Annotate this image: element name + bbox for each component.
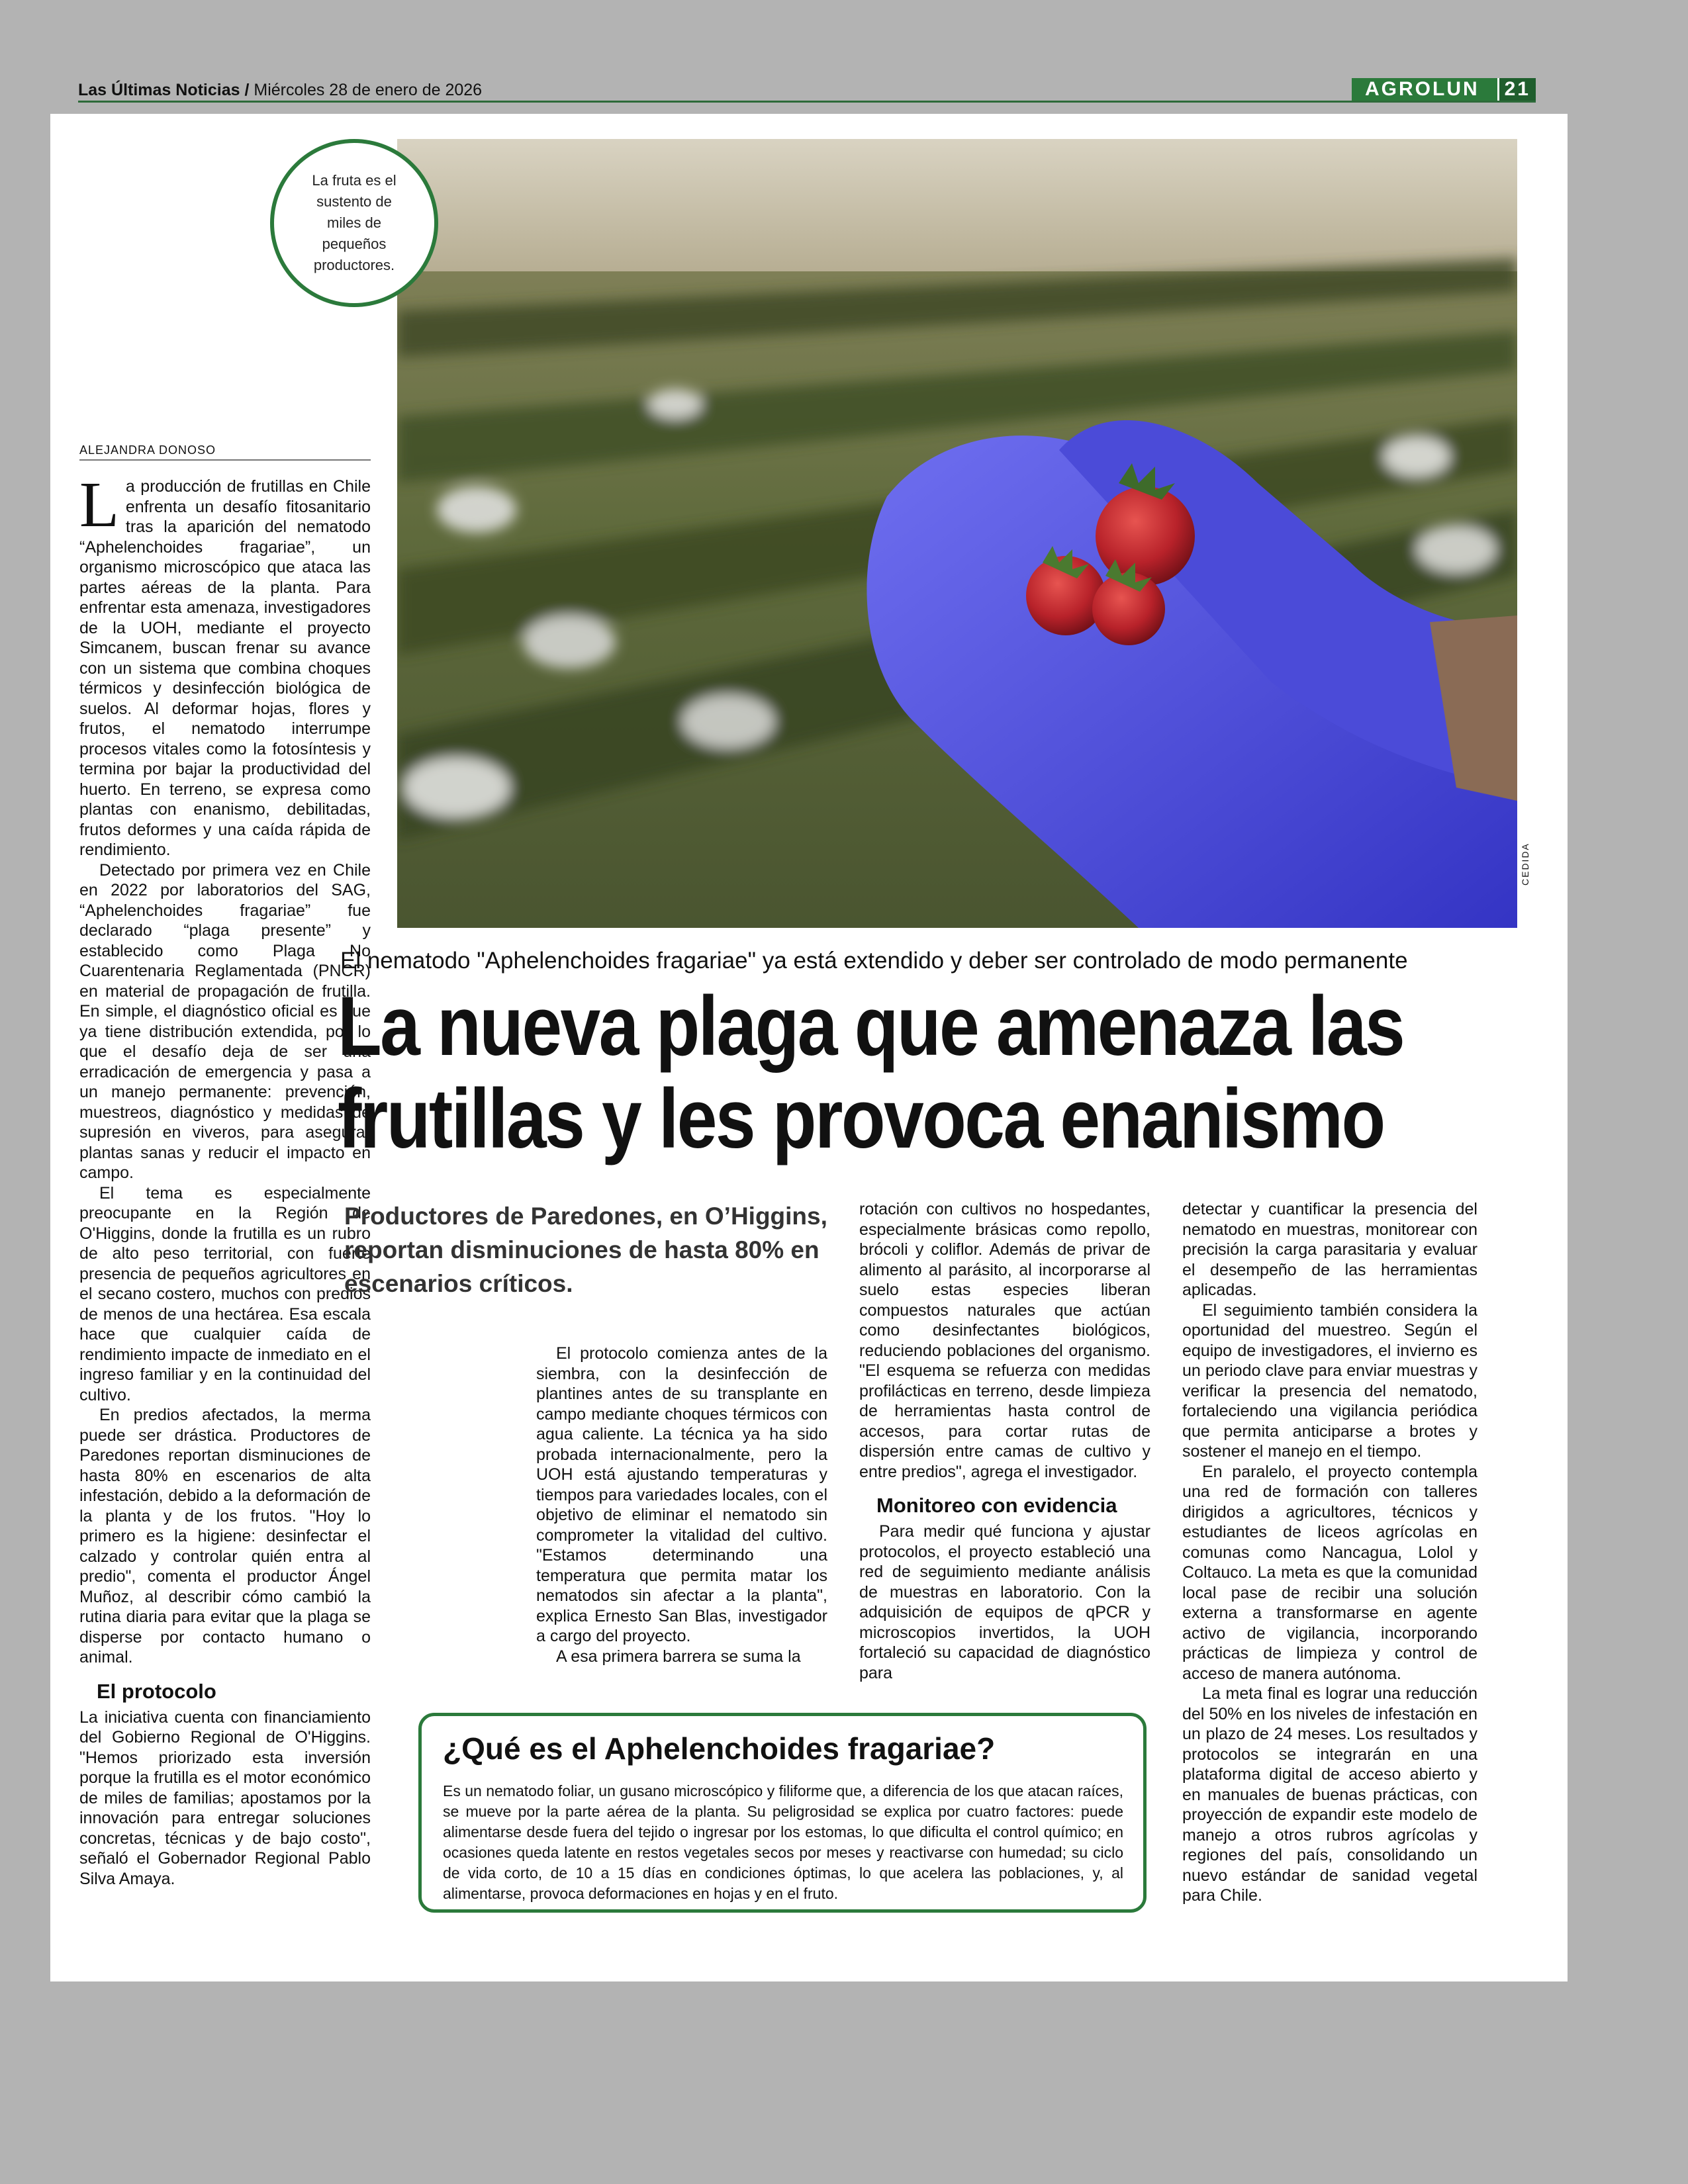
dek: Productores de Paredones, en O’Higgins, reportan disminuciones de hasta 80% en escenarios críticos. bbox=[344, 1203, 827, 1297]
paragraph: En predios afectados, la merma puede ser drástica. Productores de Paredones reportan disminuciones de hasta 80% en escenarios de alta infestación, debido a la deformación de la planta y de los frutos. "Hoy lo primero es la higiene: desinfectar el calzado y controlar quién entra al predio", comenta el productor Ángel Muñoz, al describir cómo cambió la rutina diaria para evitar que la plaga se disperse por contacto humano o animal. bbox=[79, 1406, 371, 1666]
strawberry-photo bbox=[397, 139, 1517, 928]
section-name: AGROLUN bbox=[1365, 78, 1479, 100]
publication-name: Las Últimas Noticias / bbox=[78, 81, 250, 99]
author-byline: ALEJANDRA DONOSO bbox=[79, 443, 371, 461]
photo-caption-bubble bbox=[270, 139, 438, 307]
paragraph-text: a producción de frutillas en Chile enfrenta un desafío fitosanitario tras la aparición del nematodo “Aphelenchoides fragariae”, un organismo microscópico que ataca las partes aéreas de la planta. Para enfrentar esta amenaza, investigadores de la UOH, mediante el proyecto Simcanem, buscan frenar su avance con un sistema que combina choques térmicos y desinfección biológica de suelos. Al deformar hojas, flores y frutos, el nematodo interrumpe procesos vitales como la fotosíntesis y termina por bajar la productividad del huerto. En terreno, se expresa como plantas con enanismo, debilitadas, frutos deformes y una caída rápida de rendimiento. bbox=[79, 477, 371, 859]
header-rule bbox=[78, 101, 1536, 103]
paragraph bbox=[79, 469, 371, 860]
kicker: El nematodo "Aphelenchoides fragariae" ya está extendido y deber ser controlado de modo permanente bbox=[340, 948, 1408, 974]
paragraph: La meta final es lograr una reducción del 50% en los niveles de infestación en un plazo de 24 meses. Los resultados y protocolos se integrarán en una plataforma digital de acceso abierto y en manuales de buenas prácticas, con proyección de expandir este modelo de manejo a otros rubros agrícolas y regiones del país, consolidando un nuevo estándar de sanidad vegetal para Chile. bbox=[1182, 1684, 1477, 1905]
info-box bbox=[418, 1713, 1147, 1913]
info-box-title: ¿Qué es el Aphelenchoides fragariae? bbox=[443, 1731, 996, 1766]
publication-line bbox=[78, 81, 482, 100]
paragraph: El protocolo comienza antes de la siembra, con la desinfección de plantines antes de su transplante en campo mediante choques térmicos con agua caliente. La técnica ya ha sido probada internacionalmente, pero la UOH está ajustando temperaturas y tiempos para variedades locales, con el objetivo de eliminar el nematodo sin comprometer la vitalidad del cultivo. "Estamos determinando una temperatura que permita matar los nematodos sin afectar a la planta", explica Ernesto San Blas, investigador a cargo del proyecto. bbox=[536, 1344, 827, 1645]
paragraph: detectar y cuantificar la presencia del nematodo en muestras, monitorear con precisión la carga parasitaria y evaluar el desempeño de las herramientas aplicadas. bbox=[1182, 1200, 1477, 1299]
section-tag bbox=[1352, 78, 1536, 101]
paragraph: En paralelo, el proyecto contempla una red de formación con talleres dirigidos a agricultores, técnicos y estudiantes de liceos agrícolas en comunas como Nancagua, Lolol y Coltauco. La meta es que la comunidad local pase de recibir una solución externa a transformarse en agente activo de vigilancia, incorporando prácticas de limpieza y control de acceso de manera autónoma. bbox=[1182, 1462, 1477, 1683]
photo-credit: CEDIDA bbox=[1520, 842, 1530, 886]
article-column-4 bbox=[1182, 1199, 1477, 1906]
paragraph: El tema es especialmente preocupante en la Región de O'Higgins, donde la frutilla es un rubro de alto peso territorial, con fuerte presencia de pequeños agricultores en el secano costero, muchos con predios de menos de una hectárea. Esa escala hace que cualquier caída de rendimiento impacte de inmediato en el ingreso familiar y en la continuidad del cultivo. bbox=[79, 1183, 371, 1404]
paragraph: Detectado por primera vez en Chile en 2022 por laboratorios del SAG, “Aphelenchoides fragariae” fue declarado “plaga presente” y establecido como Plaga No Cuarentenaria Reglamentada (PNCR) en material de propagación de frutilla. En simple, el diagnóstico oficial es que ya tiene distribución extendida, por lo que el desafío deja de ser una erradicación de emergencia y pasa a un manejo permanente: prevención, muestreos, diagnóstico y medidas de supresión en viveros, para asegurar plantas sanas y reducir el impacto en campo. bbox=[79, 860, 371, 1182]
page-header bbox=[78, 78, 1536, 105]
headline-line-1: La nueva plaga que amenaza las bbox=[338, 979, 1404, 1073]
subheading-monitoreo: Monitoreo con evidencia bbox=[876, 1494, 1117, 1517]
paragraph: Para medir qué funciona y ajustar protocolos, el proyecto estableció una red de seguimiento mediante análisis de muestras en laboratorio. Con la adquisición de equipos de qPCR y microscopios invertidos, la UOH fortaleció su capacidad de diagnóstico para bbox=[859, 1522, 1150, 1682]
publication-date: Miércoles 28 de enero de 2026 bbox=[254, 81, 483, 99]
paragraph: rotación con cultivos no hospedantes, especialmente brásicas como repollo, brócoli y coliflor. Además de privar de alimento al parásito, al incorporarse al suelo estas especies liberan compuestos naturales que actúan como desinfectantes biológicos, reduciendo poblaciones del organismo. "El esquema se refuerza con medidas profilácticas en terreno, desde limpieza de herramientas hasta control de accesos, para cortar rutas de dispersión entre camas de cultivo y entre predios", agrega el investigador. bbox=[859, 1200, 1150, 1481]
paragraph: A esa primera barrera se suma la bbox=[556, 1647, 801, 1666]
article-column-1 bbox=[79, 469, 371, 1889]
article-column-2 bbox=[536, 1343, 827, 1666]
paragraph: La iniciativa cuenta con financiamiento del Gobierno Regional de O'Higgins. "Hemos priorizado esta inversión porque la frutilla es el motor económico de miles de familias; apostamos por la innovación para entregar soluciones concretas, técnicas y de bajo costo", señaló el Gobernador Regional Pablo Silva Amaya. bbox=[79, 1707, 371, 1888]
drop-cap: L bbox=[79, 469, 119, 541]
page-number: 21 bbox=[1497, 78, 1536, 101]
newspaper-page bbox=[50, 114, 1568, 1981]
paragraph: El seguimiento también considera la oportunidad del muestreo. Según el equipo de investigadores, el invierno es un periodo clave para enviar muestras y verificar la presencia del nematodo, fortaleciendo una vigilancia periódica que permita anticiparse a brotes y sostener el manejo en el tiempo. bbox=[1182, 1300, 1477, 1461]
subheading-protocolo: El protocolo bbox=[97, 1679, 216, 1703]
headline-line-2: frutillas y les provoca enanismo bbox=[338, 1071, 1384, 1165]
headline bbox=[338, 979, 1404, 1165]
info-box-body: Es un nematodo foliar, un gusano microscópico y filiforme que, a diferencia de los que atacan raíces, se mueve por la parte aérea de la planta. Su peligrosidad se explica por cuatro factores: puede alimentarse desde fuera del tejido o ingresar por los estomas, lo que dificulta el control químico; en ocasiones queda latente en restos vegetales secos por meses y reactivarse con humedad; su ciclo de vida corto, de 10 a 15 días en condiciones óptimas, lo que acelera las poblaciones, y, al alimentarse, provoca deformaciones en hojas y en el fruto. bbox=[443, 1782, 1123, 1902]
photo-caption-text: La fruta es el sustento de miles de pequeños productores. bbox=[312, 172, 397, 273]
article-column-3 bbox=[859, 1199, 1150, 1683]
photo-illustration bbox=[397, 139, 1517, 928]
